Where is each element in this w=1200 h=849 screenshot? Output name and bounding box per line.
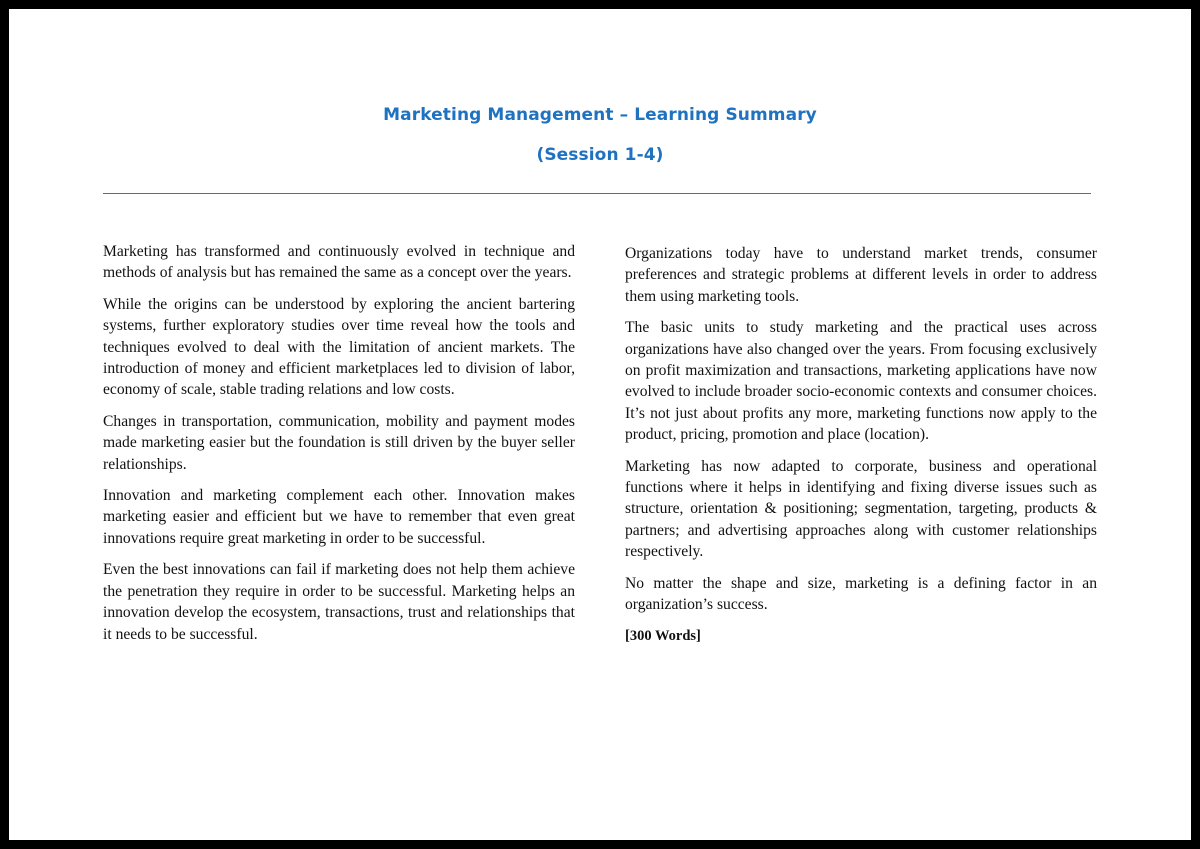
paragraph: The basic units to study marketing and the practical uses across organizations have also changed over the years. From focusing exclusively on profit maximization and transactions, marketing applications have now evolved to include broader socio-economic contexts and consumer choices. It’s not just about profits any more, marketing functions now apply to the product, pricing, promotion and place (location). (625, 319, 1097, 444)
word-count: [300 Words] (625, 627, 701, 644)
left-column (103, 241, 575, 655)
paragraph: Even the best innovations can fail if marketing does not help them achieve the penetration they require in order to be successful. Marketing helps an innovation develop the ecosystem, transactions, trust and relationships that it needs to be successful. (103, 561, 575, 643)
paragraph: Changes in transportation, communication, mobility and payment modes made marketing easier but the foundation is still driven by the buyer seller relationships. (103, 412, 575, 473)
paragraph: Innovation and marketing complement each other. Innovation makes marketing easier and efficient but we have to remember that even great innovations require great marketing in order to be successful. (103, 487, 575, 547)
paragraph: Marketing has transformed and continuously evolved in technique and methods of analysis but has remained the same as a concept over the years. (103, 243, 575, 282)
document-page (9, 9, 1191, 840)
document-title: Marketing Management – Learning Summary (383, 105, 817, 125)
right-column (625, 243, 1097, 657)
paragraph: While the origins can be understood by exploring the ancient bartering systems, further exploratory studies over time reveal how the tools and techniques evolved to deal with the limitation of ancient markets. The introduction of money and efficient marketplaces led to division of labor, economy of scale, stable trading relations and low costs. (103, 295, 575, 399)
paragraph: No matter the shape and size, marketing is a defining factor in an organization’s success. (625, 574, 1097, 614)
document-subtitle: (Session 1-4) (536, 145, 664, 165)
title-divider (103, 193, 1091, 194)
paragraph: Organizations today have to understand market trends, consumer preferences and strategic problems at different levels in order to address them using marketing tools. (625, 245, 1097, 305)
paragraph: Marketing has now adapted to corporate, business and operational functions where it helps in identifying and fixing diverse issues such as structure, orientation & positioning; segmentation, targeting, products & partners; and advertising approaches along with customer relationships respectively. (625, 457, 1097, 561)
